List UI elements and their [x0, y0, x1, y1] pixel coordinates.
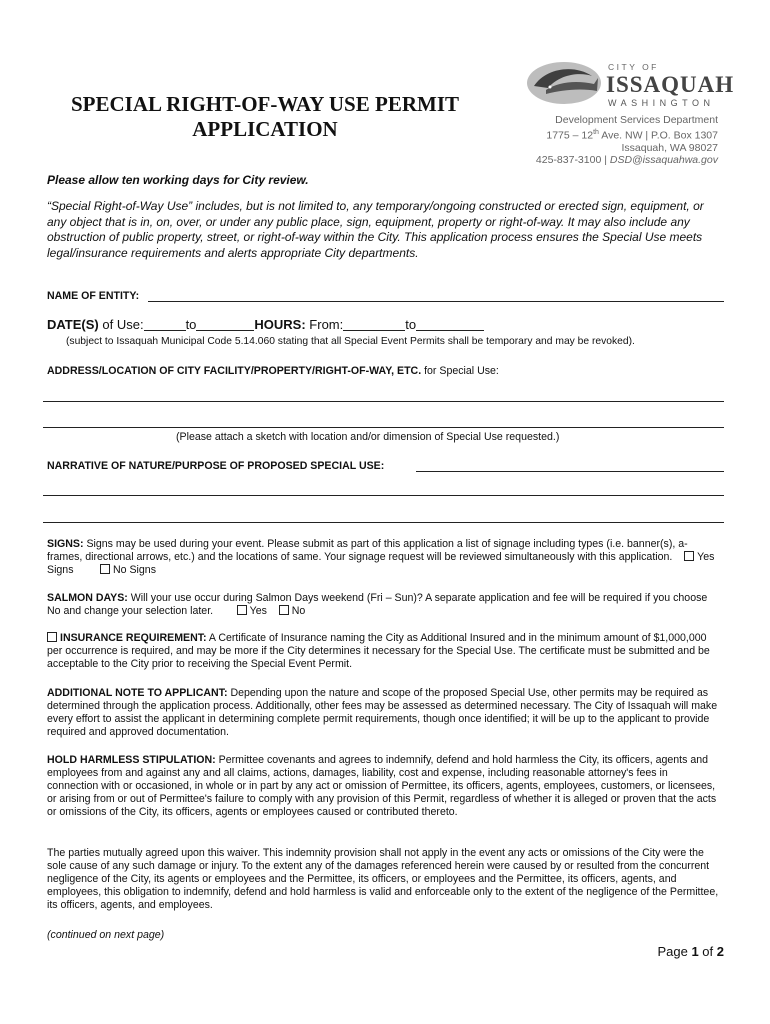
sketch-note: (Please attach a sketch with location and/or dimension of Special Use requested.)	[176, 431, 560, 443]
continued-note: (continued on next page)	[47, 929, 165, 941]
salmon-no-checkbox[interactable]	[279, 605, 289, 615]
date-to-line[interactable]	[196, 319, 254, 331]
waiver-paragraph: The parties mutually agreed upon this waiver. This indemnity provision shall not apply in the event any acts or omissions of the City were the sole cause of any such damage or injury. To the extent any of the damages referenced herein were caused by or resulted from the concurrent negligence of the City, its agents or employees and the Permittee, its officers, or employees and the Permittee, its officers, agents, and employees, this obligation to indemnify, defend and hold harmless is valid and enforceable only to the extent of the negligence of the Permittee, its officers, agents, and employees.	[47, 847, 719, 911]
department-name: Development Services Department	[555, 114, 718, 126]
email-link[interactable]: DSD@issaquahwa.gov	[609, 154, 718, 166]
logo-city-of: CITY OF	[608, 62, 659, 72]
hold-harmless-paragraph: HOLD HARMLESS STIPULATION: Permittee covenants and agrees to indemnify, defend and hold harmless the City, its officers, agents and employees from and against any and all claims, actions, damages, liability, cost and expense, including reasonable attorney's fees in connection with or occasioned, in whole or in part by any act or omission of Permittee, its officers, agents, employees, customers, or licensees, or arising from or out of Permittee's failure to comply with any provision of this Permit, regardless of whether it is alleged or proven that the acts or omissions of the City, its officers, agents or employees caused or contributed thereto.	[47, 754, 717, 818]
address-label: ADDRESS/LOCATION OF CITY FACILITY/PROPERTY/RIGHT-OF-WAY, ETC. for Special Use:	[47, 365, 499, 377]
salmon-yes-checkbox[interactable]	[237, 605, 247, 615]
page-number: Page 1 of 2	[657, 944, 724, 959]
city-state-zip: Issaquah, WA 98027	[621, 141, 718, 154]
entity-label: NAME OF ENTITY:	[47, 290, 140, 302]
signs-paragraph: SIGNS: Signs may be used during your event. Please submit as part of this application a list of signage including types (i.e. banner(s), a-frames, directional arrows, etc.) and the locations of same. Your signage request will be reviewed simultaneously with this application. Yes Signs No Signs	[47, 538, 715, 576]
dates-hours-row: DATE(S) of Use: to HOURS: From: to	[47, 317, 484, 332]
insurance-paragraph: INSURANCE REQUIREMENT: A Certificate of Insurance naming the City as Additional Insured and in the minimum amount of $1,000,000 per occurrence is required, and may be more if the City determines it necessary for the Special Use. The certificate must be submitted and be acceptable to the City prior to receiving the Special Event Permit.	[47, 632, 710, 670]
additional-note-paragraph: ADDITIONAL NOTE TO APPLICANT: Depending upon the nature and scope of the proposed Special Use, other permits may be required as determined through the application process. Additionally, other fees may be assessed as determined necessary. The City of Issaquah will make every effort to assist the applicant in determining complete permit requirements, though once identified; it will be up to the applicant to provide required and approved documentation.	[47, 687, 718, 738]
address-line-2[interactable]	[43, 427, 724, 428]
logo-state: WASHINGTON	[608, 98, 715, 108]
dates-note: (subject to Issaquah Municipal Code 5.14.060 stating that all Special Event Permits shall be temporary and may be revoked).	[66, 336, 635, 347]
city-logo	[524, 58, 735, 108]
review-notice: Please allow ten working days for City review.	[47, 173, 309, 187]
hours-to-line[interactable]	[416, 319, 484, 331]
contact-line: 425-837-3100 | DSD@issaquahwa.gov	[535, 154, 718, 166]
narrative-line-1[interactable]	[416, 471, 724, 472]
department-address	[458, 114, 718, 167]
narrative-label: NARRATIVE OF NATURE/PURPOSE OF PROPOSED SPECIAL USE:	[47, 460, 385, 472]
narrative-line-2[interactable]	[43, 495, 724, 496]
insurance-checkbox[interactable]	[47, 632, 57, 642]
logo-city-name: ISSAQUAH	[606, 72, 735, 97]
street-address: 1775 – 12th Ave. NW | P.O. Box 1307	[546, 128, 718, 141]
title-line-1: SPECIAL RIGHT-OF-WAY USE PERMIT	[71, 92, 459, 116]
narrative-line-3[interactable]	[43, 522, 724, 523]
definition-paragraph: “Special Right-of-Way Use” includes, but is not limited to, any temporary/ongoing constructed or erected sign, equipment, or any object that is in, on, over, or under any public place, sign, equipment, property or right-of-way. It may also include any obstruction of public property, street, or right-of-way within the City. This application process ensures the Special Use meets legal/insurance requirements and alerts appropriate City departments.	[47, 199, 704, 260]
no-signs-checkbox[interactable]	[100, 564, 110, 574]
title-line-2: APPLICATION	[192, 117, 338, 141]
date-from-line[interactable]	[144, 319, 186, 331]
salmon-icon	[524, 58, 604, 108]
entity-input-line[interactable]	[148, 301, 724, 302]
yes-signs-checkbox[interactable]	[684, 551, 694, 561]
address-line-1[interactable]	[43, 401, 724, 402]
salmon-days-paragraph: SALMON DAYS: Will your use occur during Salmon Days weekend (Fri – Sun)? A separate application and fee will be required if you choose No and change your selection later. Yes No	[47, 592, 708, 617]
hours-from-line[interactable]	[343, 319, 405, 331]
page-title	[30, 92, 500, 142]
